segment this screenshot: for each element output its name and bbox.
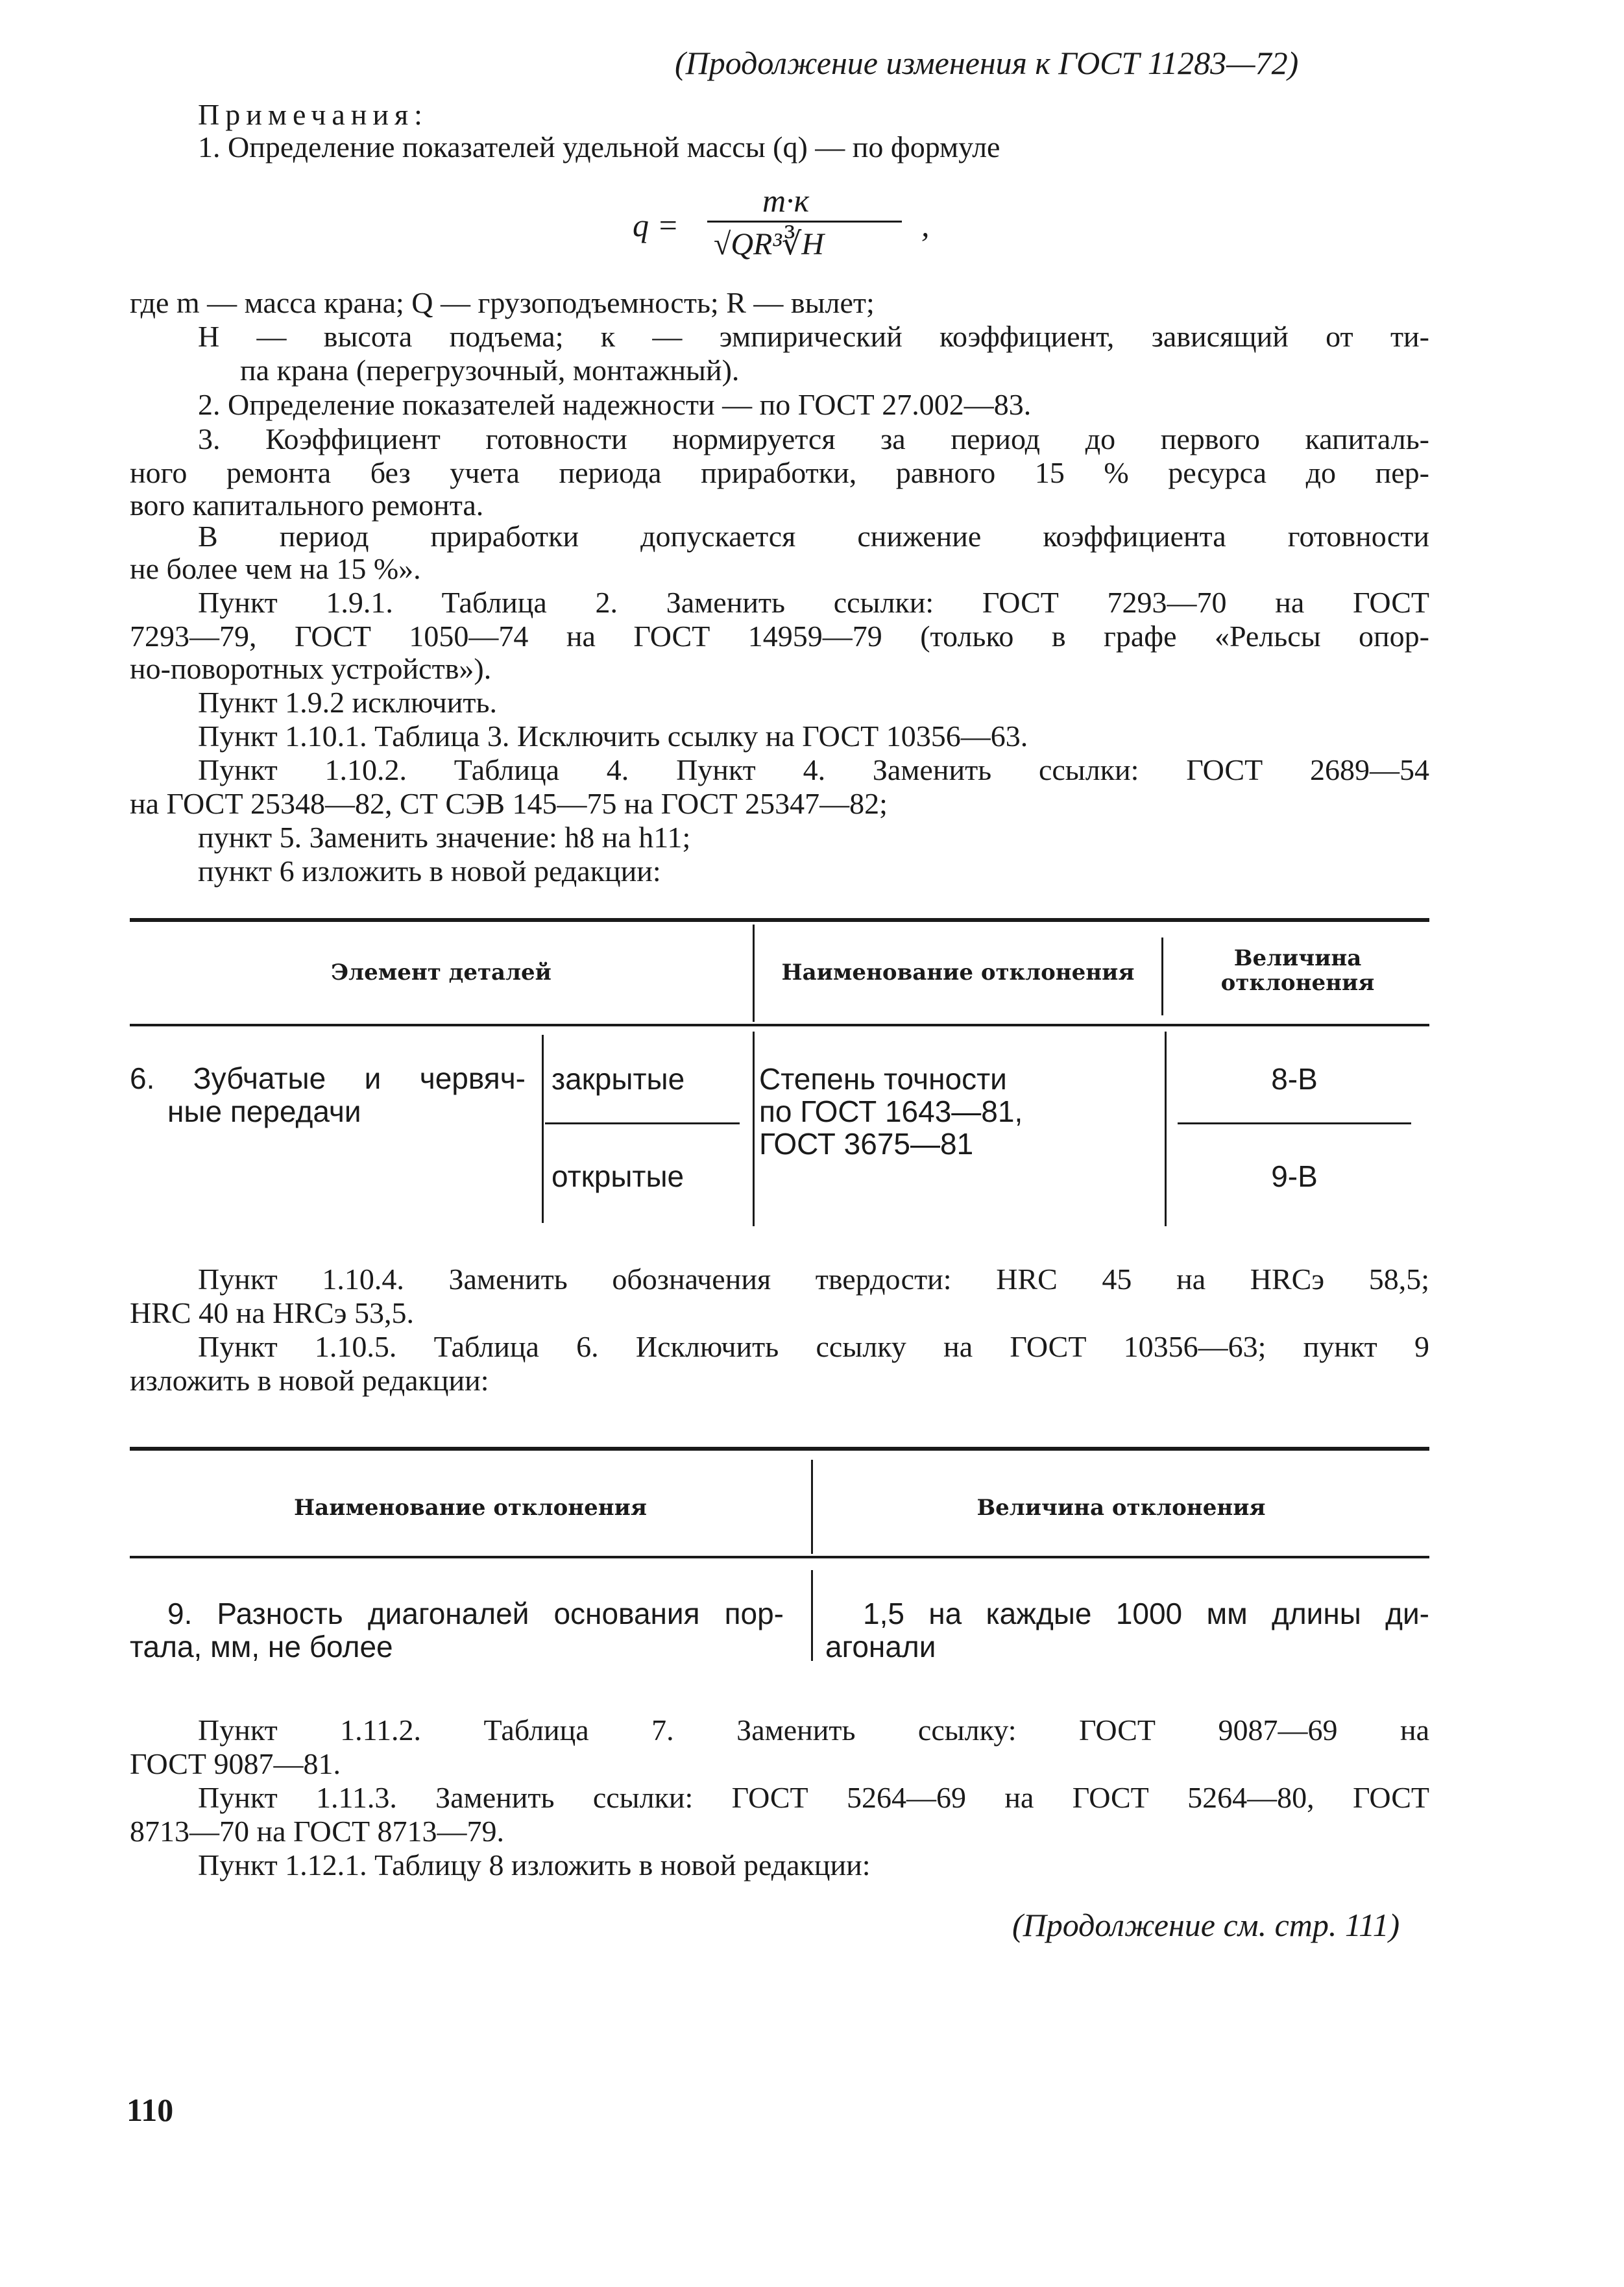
p1105-line-1: Пункт 1.10.5. Таблица 6. Исключить ссылку на ГОСТ 10356—63; пункт 9 [198, 1330, 1429, 1363]
p1121: Пункт 1.12.1. Таблицу 8 изложить в новой редакции: [198, 1848, 871, 1882]
p1104-line-1: Пункт 1.10.4. Заменить обозначения твердости: HRC 45 на HRCэ 58,5; [198, 1263, 1429, 1296]
p1102-line-4: пункт 6 изложить в новой редакции: [198, 854, 661, 888]
table1-sub-rule-1 [545, 1122, 740, 1124]
table2-name-l1: 9. Разность диагоналей основания пор- [167, 1597, 784, 1630]
p191-line-3: но-поворотных устройств»). [130, 652, 492, 685]
table1-header-value: Величина отклонения [1220, 945, 1375, 996]
table1-value-closed: 8-В [1271, 1062, 1318, 1096]
p192: Пункт 1.9.2 исключить. [198, 686, 497, 719]
where-line-1: где m — масса крана; Q — грузоподъемность; R — вылет; [130, 286, 875, 319]
table1-element-l1: 6. Зубчатые и червяч- [130, 1061, 526, 1095]
table2-body-divider [811, 1570, 813, 1661]
p1105-line-2: изложить в новой редакции: [130, 1364, 489, 1397]
table1-deviation-l1: Степень точности [759, 1062, 1007, 1096]
page-number: 110 [127, 2092, 174, 2128]
p1102-line-1: Пункт 1.10.2. Таблица 4. Пункт 4. Заменить ссылки: ГОСТ 2689—54 [198, 753, 1429, 786]
table1-sub-open: открытые [551, 1159, 685, 1193]
formula-numerator: m·к [762, 182, 809, 219]
page-footer: (Продолжение см. стр. 111) [1012, 1907, 1400, 1943]
p1101: Пункт 1.10.1. Таблица 3. Исключить ссылку на ГОСТ 10356—63. [198, 720, 1028, 753]
table2-name-l2: тала, мм, не более [130, 1630, 393, 1664]
p1112-line-2: ГОСТ 9087—81. [130, 1747, 341, 1780]
table1-body-divider-2 [753, 1032, 755, 1226]
table2-header-rule [130, 1556, 1429, 1558]
p1112-line-1: Пункт 1.11.2. Таблица 7. Заменить ссылку: ГОСТ 9087—69 на [198, 1713, 1429, 1747]
fraction-bar [707, 221, 902, 223]
formula-trail: , [921, 207, 930, 243]
p191-line-1: Пункт 1.9.1. Таблица 2. Заменить ссылки: ГОСТ 7293—70 на ГОСТ [198, 586, 1429, 619]
note3-line-1: 3. Коэффициент готовности нормируется за период до первого капиталь- [198, 422, 1429, 455]
where-line-3: па крана (перегрузочный, монтажный). [240, 354, 740, 387]
p1104-line-2: HRC 40 на HRCэ 53,5. [130, 1296, 414, 1329]
table2-header-value: Величина отклонения [976, 1495, 1266, 1521]
table1-sub-rule-2 [1178, 1122, 1411, 1124]
table1-header-element: Элемент деталей [331, 960, 551, 986]
note3b-line-2: не более чем на 15 %». [130, 552, 421, 585]
p191-line-2: 7293—79, ГОСТ 1050—74 на ГОСТ 14959—79 (только в графе «Рельсы опор- [130, 620, 1429, 653]
notes-title: Примечания: [198, 98, 428, 131]
table2-header-name: Наименование отклонения [293, 1495, 648, 1521]
table1-body-divider-1 [542, 1035, 544, 1223]
note1-intro: 1. Определение показателей удельной массы (q) — по формуле [198, 130, 1000, 163]
note3b-line-1: В период приработки допускается снижение коэффициента готовности [198, 520, 1429, 553]
table1-header-divider-2 [1161, 938, 1163, 1015]
where-line-2: H — высота подъема; к — эмпирический коэффициент, зависящий от ти- [198, 320, 1429, 353]
table1-deviation-l2: по ГОСТ 1643—81, [759, 1095, 1023, 1128]
note3-line-3: вого капитального ремонта. [130, 489, 484, 522]
table2-value-l2: агонали [825, 1630, 936, 1664]
table1-value-open: 9-В [1271, 1159, 1318, 1193]
note3-line-2: ного ремонта без учета периода приработки, равного 15 % ресурса до пер- [130, 456, 1429, 489]
table1-header-rule [130, 1024, 1429, 1026]
p1113-line-1: Пункт 1.11.3. Заменить ссылки: ГОСТ 5264—69 на ГОСТ 5264—80, ГОСТ [198, 1781, 1429, 1814]
page-header: (Продолжение изменения к ГОСТ 11283—72) [675, 45, 1299, 81]
p1102-line-2: на ГОСТ 25348—82, СТ СЭВ 145—75 на ГОСТ 25347—82; [130, 787, 888, 820]
table2-value-l1: 1,5 на каждые 1000 мм длины ди- [863, 1597, 1429, 1630]
table1-header-deviation: Наименование отклонения [781, 960, 1135, 986]
table1-deviation-l3: ГОСТ 3675—81 [759, 1127, 974, 1161]
formula-lhs: q = [633, 207, 679, 243]
table2-top-rule [130, 1447, 1429, 1451]
p1102-line-3: пункт 5. Заменить значение: h8 на h11; [198, 821, 691, 854]
table1-top-rule [130, 918, 1429, 922]
table1-body-divider-3 [1165, 1032, 1167, 1226]
note-2: 2. Определение показателей надежности — по ГОСТ 27.002—83. [198, 388, 1032, 421]
formula-denominator: √QR³∛H [714, 227, 824, 261]
p1113-line-2: 8713—70 на ГОСТ 8713—79. [130, 1815, 505, 1848]
table1-sub-closed: закрытые [551, 1062, 685, 1096]
table1-element-l2: ные передачи [167, 1095, 361, 1128]
